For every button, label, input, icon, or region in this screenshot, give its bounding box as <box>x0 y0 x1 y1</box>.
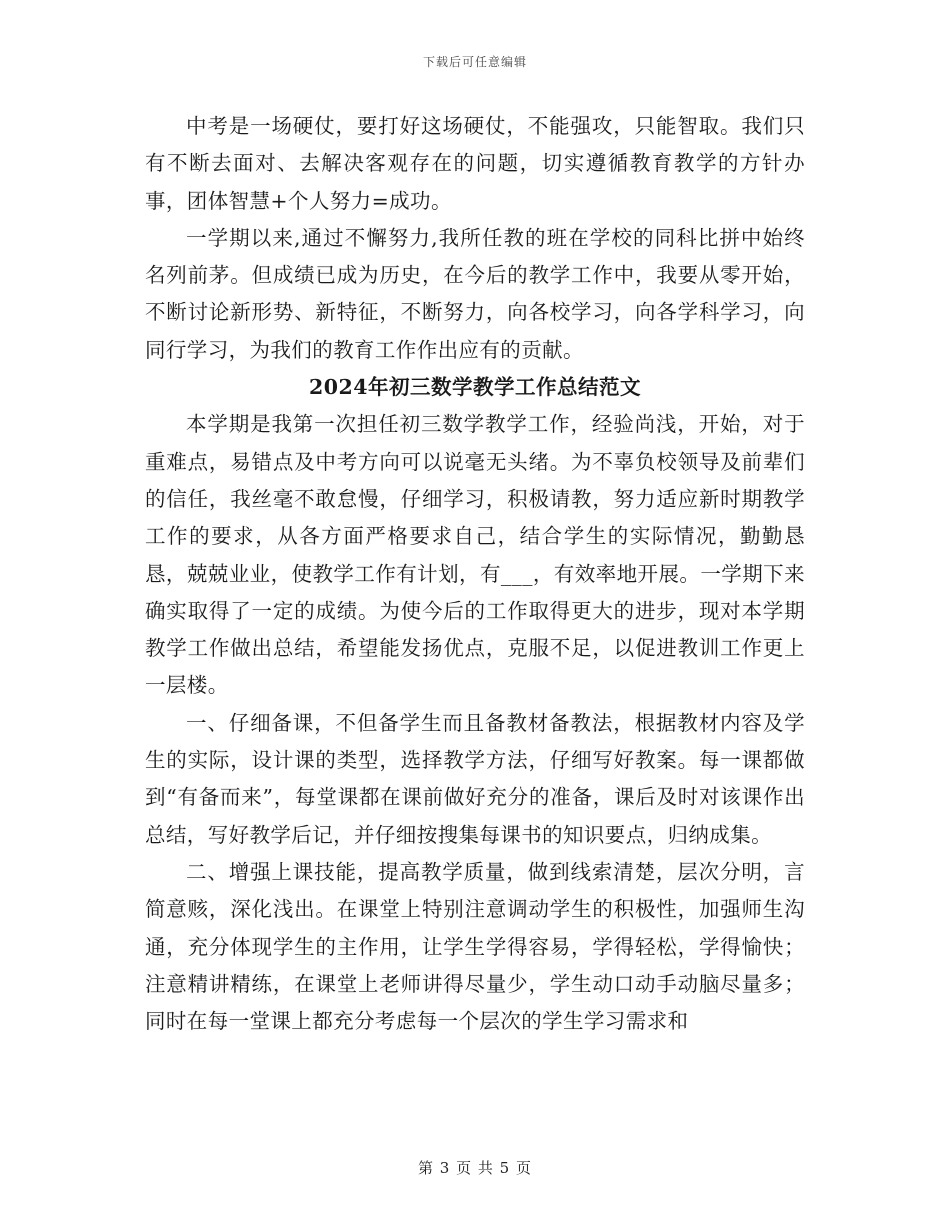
page-header-note: 下载后可任意编辑 <box>422 55 527 69</box>
document-body <box>145 108 805 1040</box>
page-number: 第 3 页 共 5 页 <box>418 1159 532 1177</box>
paragraph-4: 一、仔细备课，不但备学生而且备教材备教法，根据教材内容及学生的实际，设计课的类型，选择教学方法，仔细写好教案。每一课都做到“有备而来”，每堂课都在课前做好充分的准备，课后及时对该课作出总结，写好教学后记，并仔细按搜集每课书的知识要点，归纳成集。 <box>145 710 805 847</box>
paragraph-1: 中考是一场硬仗，要打好这场硬仗，不能强攻，只能智取。我们只有不断去面对、去解决客观存在的问题，切实遵循教育教学的方针办事，团体智慧+个人努力=成功。 <box>145 114 805 213</box>
paragraph-2: 一学期以来,通过不懈努力,我所任教的班在学校的同科比拼中始终名列前茅。但成绩已成为历史，在今后的教学工作中，我要从零开始，不断讨论新形势、新特征，不断努力，向各校学习，向各学科学习，向同行学习，为我们的教育工作作出应有的贡献。 <box>145 225 805 362</box>
section-title: 2024年初三数学教学工作总结范文 <box>308 375 642 400</box>
paragraph-3: 本学期是我第一次担任初三数学教学工作，经验尚浅，开始，对于重难点，易错点及中考方向可以说毫无头绪。为不辜负校领导及前辈们的信任，我丝毫不敢怠慢，仔细学习，积极请教，努力适应新时期教学工作的要求，从各方面严格要求自己，结合学生的实际情况，勤勤恳恳，兢兢业业，使教学工作有计划，有___，有效率地开展。一学期下来确实取得了一定的成绩。为使今后的工作取得更大的进步，现对本学期教学工作做出总结，希望能发扬优点，克服不足，以促进教训工作更上一层楼。 <box>145 412 805 698</box>
paragraph-5: 二、增强上课技能，提高教学质量，做到线索清楚，层次分明，言简意赅，深化浅出。在课堂上特别注意调动学生的积极性，加强师生沟通，充分体现学生的主作用，让学生学得容易，学得轻松，学得愉快；注意精讲精练，在课堂上老师讲得尽量少，学生动口动手动脑尽量多；同时在每一堂课上都充分考虑每一个层次的学生学习需求和 <box>145 859 805 1034</box>
